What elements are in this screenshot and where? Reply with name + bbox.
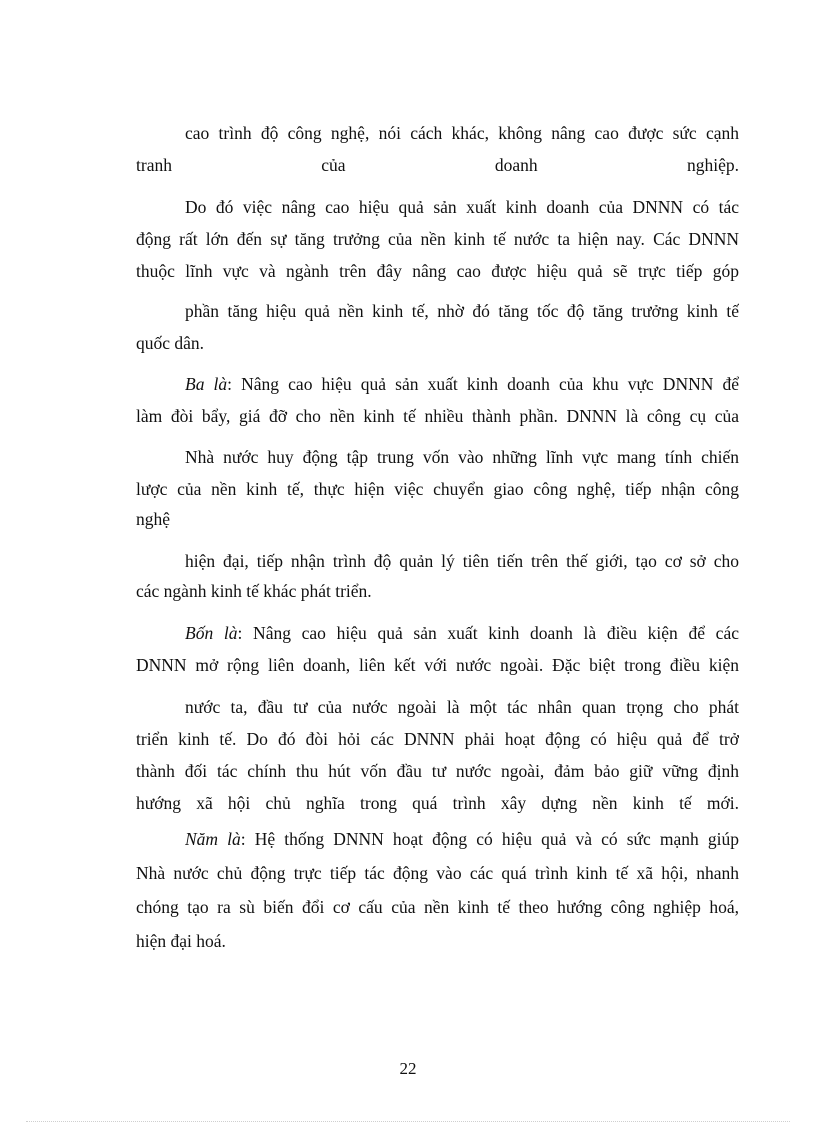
text-line: hiện đại, tiếp nhận trình độ quản lý tiên tiến trên thế giới, tạo cơ sở cho [185, 551, 739, 571]
text-line: hướng xã hội chủ nghĩa trong quá trình xây dựng nền kinh tế mới. [136, 793, 739, 813]
text-line: làm đòi bẩy, giá đỡ cho nền kinh tế nhiều thành phần. DNNN là công cụ của [136, 406, 739, 426]
text-line: DNNN mở rộng liên doanh, liên kết với nước ngoài. Đặc biệt trong điều kiện [136, 655, 739, 675]
word: tranh [136, 155, 172, 175]
text-line: Bốn là: Nâng cao hiệu quả sản xuất kinh doanh là điều kiện để các [185, 623, 739, 643]
text-line: Do đó việc nâng cao hiệu quả sản xuất kinh doanh của DNNN có tác [185, 197, 739, 217]
word: nghiệp. [686, 155, 739, 175]
text-line: Nhà nước chủ động trực tiếp tác động vào các quá trình kinh tế xã hội, nhanh [136, 863, 739, 883]
paragraph-label: Ba là [185, 374, 228, 394]
text-line: chóng tạo ra sù biến đổi cơ cấu của nền kinh tế theo hướng công nghiệp hoá, [136, 897, 739, 917]
paragraph-label: Năm là [185, 829, 241, 849]
text-line: nghệ [136, 509, 171, 529]
page-number: 22 [399, 1059, 417, 1078]
text-line: các ngành kinh tế khác phát triển. [136, 581, 372, 601]
page-bottom-divider [26, 1121, 790, 1122]
word: của [321, 155, 346, 175]
text-line: động rất lớn đến sự tăng trưởng của nền kinh tế nước ta hiện nay. Các DNNN [136, 229, 739, 249]
text-line: nước ta, đầu tư của nước ngoài là một tác nhân quan trọng cho phát [185, 697, 739, 717]
text-line: triển kinh tế. Do đó đòi hỏi các DNNN phải hoạt động có hiệu quả để trở [136, 729, 739, 749]
word: doanh [494, 155, 538, 175]
text-line: lược của nền kinh tế, thực hiện việc chuyển giao công nghệ, tiếp nhận công [136, 479, 739, 499]
text-line: phần tăng hiệu quả nền kinh tế, nhờ đó tăng tốc độ tăng trưởng kinh tế [185, 301, 739, 321]
text-line: Nhà nước huy động tập trung vốn vào những lĩnh vực mang tính chiến [185, 447, 739, 467]
text-line: cao trình độ công nghệ, nói cách khác, không nâng cao được sức cạnh [185, 123, 739, 143]
paragraph-label: Bốn là [185, 623, 238, 643]
text-line: hiện đại hoá. [136, 931, 226, 951]
text-line [136, 154, 739, 176]
text-line: Ba là: Nâng cao hiệu quả sản xuất kinh doanh của khu vực DNNN để [185, 374, 739, 394]
text-line: quốc dân. [136, 333, 205, 353]
text-line: Năm là: Hệ thống DNNN hoạt động có hiệu quả và có sức mạnh giúp [185, 829, 739, 849]
text-line: thuộc lĩnh vực và ngành trên đây nâng cao được hiệu quả sẽ trực tiếp góp [136, 261, 739, 281]
text-line: thành đối tác chính thu hút vốn đầu tư nước ngoài, đảm bảo giữ vững định [136, 761, 739, 781]
